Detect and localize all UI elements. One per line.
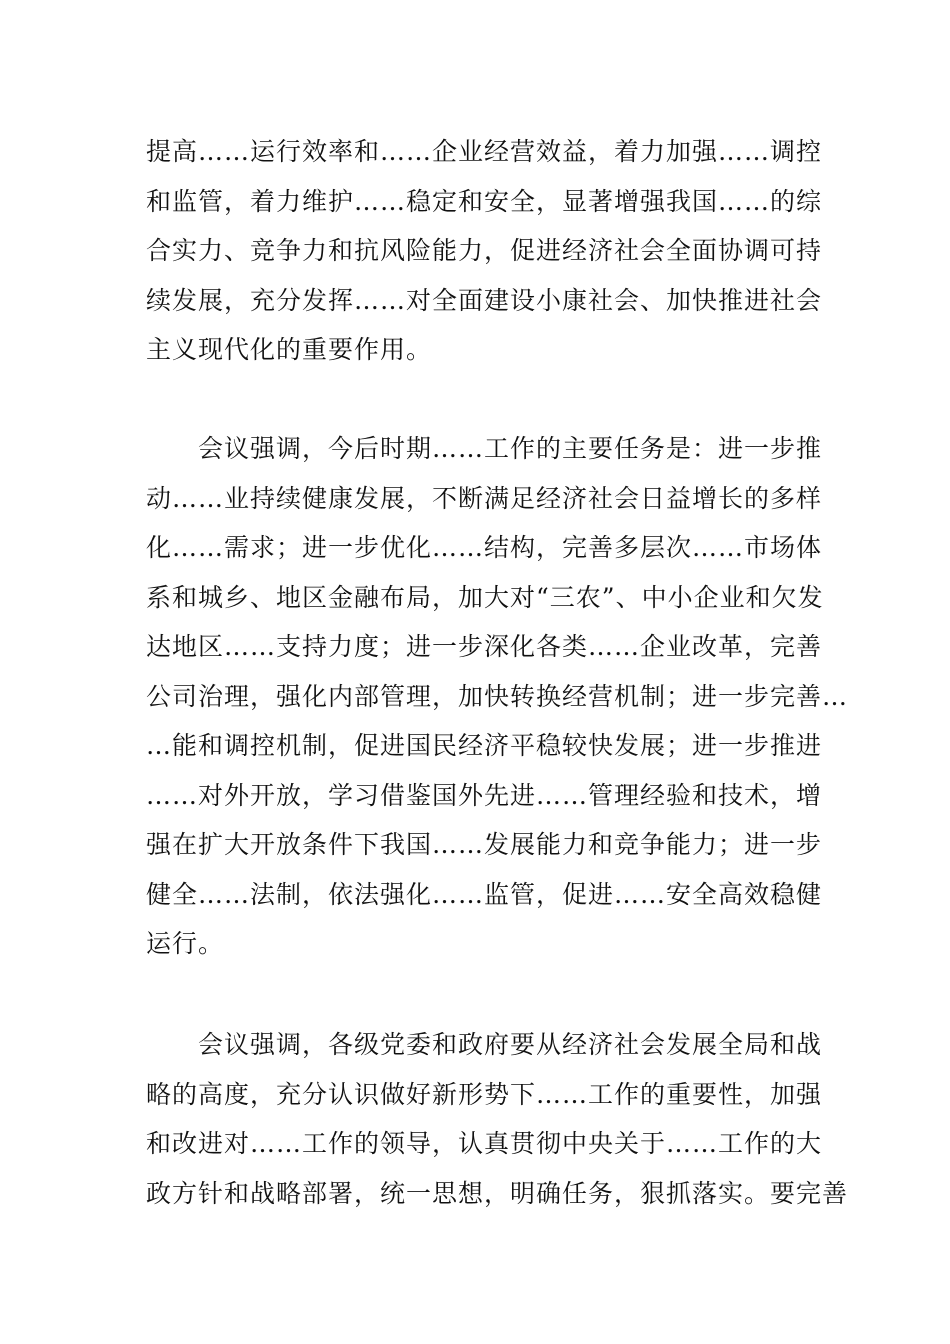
paragraph-line: 合实力、竞争力和抗风险能力，促进经济社会全面协调可持 — [146, 236, 823, 265]
paragraph-line: …能和调控机制，促进国民经济平稳较快发展；进一步推进 — [146, 731, 823, 760]
paragraph-line: 动……业持续健康发展，不断满足经济社会日益增长的多样 — [146, 483, 823, 513]
paragraph-line: 和改进对……工作的领导，认真贯彻中央关于……工作的大 — [146, 1129, 823, 1158]
paragraph-2 — [146, 424, 849, 969]
paragraph-line: 和监管，着力维护……稳定和安全，显著增强我国……的综 — [146, 186, 823, 216]
paragraph-line: 提高……运行效率和……企业经营效益，着力加强……调控 — [146, 137, 823, 166]
paragraph-line: 公司治理，强化内部管理，加快转换经营机制；进一步完善… — [146, 681, 849, 711]
paragraph-line: 健全……法制，依法强化……监管，促进……安全高效稳健 — [146, 879, 823, 909]
paragraph-line: 运行。 — [146, 929, 225, 958]
paragraph-line: 略的高度，充分认识做好新形势下……工作的重要性，加强 — [146, 1079, 823, 1109]
paragraph-line: 强在扩大开放条件下我国……发展能力和竞争能力；进一步 — [146, 830, 823, 859]
paragraph-line: 会议强调，各级党委和政府要从经济社会发展全局和战 — [146, 1030, 823, 1059]
paragraph-line: 续发展，充分发挥……对全面建设小康社会、加快推进社会 — [146, 285, 823, 315]
paragraph-line: 主义现代化的重要作用。 — [146, 335, 433, 364]
paragraph-line: ……对外开放，学习借鉴国外先进……管理经验和技术，增 — [146, 780, 823, 810]
paragraph-line: 化……需求；进一步优化……结构，完善多层次……市场体 — [146, 533, 823, 562]
paragraph-3 — [146, 1020, 849, 1218]
paragraph-line: 达地区……支持力度；进一步深化各类……企业改革，完善 — [146, 632, 823, 661]
paragraph-line: 系和城乡、地区金融布局，加大对“三农”、中小企业和欠发 — [146, 582, 824, 612]
paragraph-line: 会议强调，今后时期……工作的主要任务是：进一步推 — [146, 434, 823, 463]
paragraph-1 — [146, 127, 823, 375]
paragraph-line: 政方针和战略部署，统一思想，明确任务，狠抓落实。要完善 — [146, 1178, 849, 1208]
